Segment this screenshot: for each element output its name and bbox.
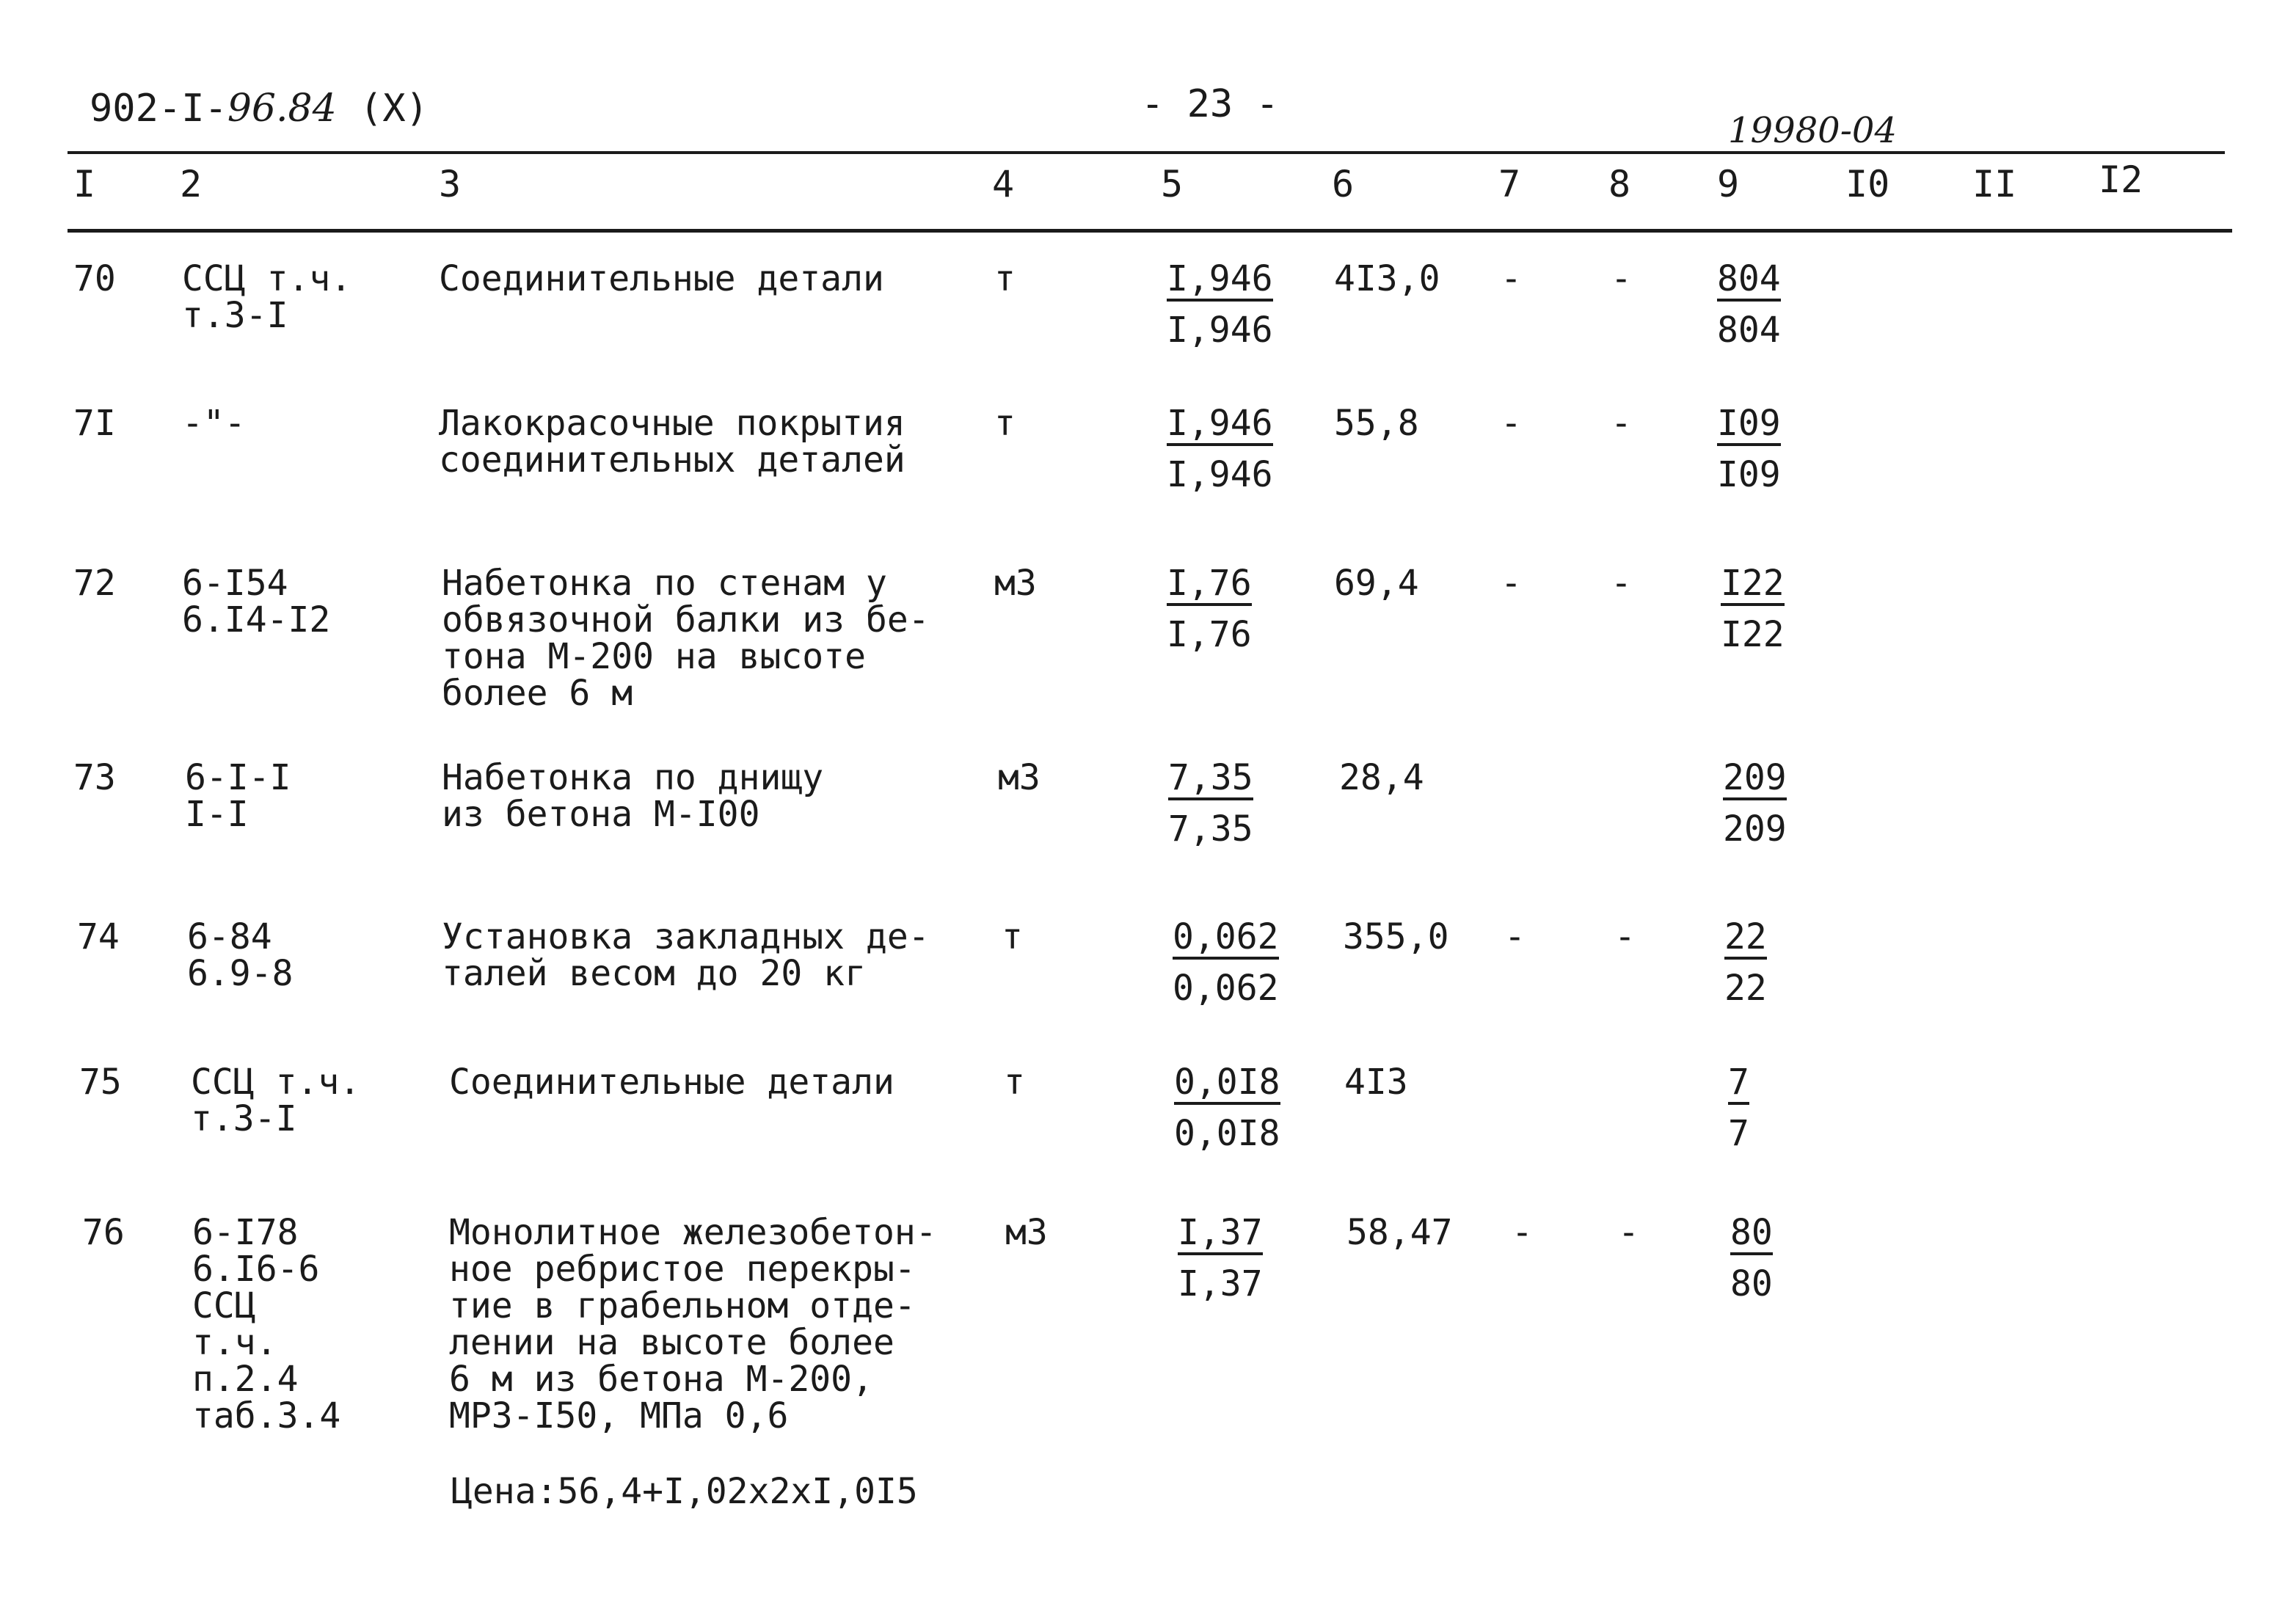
row-number: 7I (73, 403, 116, 444)
rate-code: ССЦ т.ч. т.3-I (191, 1062, 361, 1139)
total-bottom: 804 (1717, 310, 1781, 351)
total-bottom: 80 (1730, 1263, 1773, 1304)
column-header: 7 (1498, 163, 1521, 205)
quantity-fraction (1167, 258, 1273, 351)
rate-code: 6-I78 6.I6-6 ССЦ т.ч. п.2.4 таб.3.4 (192, 1212, 341, 1436)
row-number: 70 (73, 258, 116, 299)
unit: т (1002, 916, 1023, 957)
column-header: I2 (2099, 158, 2143, 201)
unit-price: 55,8 (1334, 403, 1419, 444)
quantity-bottom: I,946 (1167, 310, 1273, 351)
work-description: Установка закладных де- талей весом до 20 кг (442, 916, 930, 994)
unit-price: 28,4 (1339, 757, 1424, 798)
document-code-suffix: (X) (360, 87, 429, 131)
unit: т (1004, 1062, 1025, 1103)
column-8-value: - (1611, 403, 1632, 444)
row-number: 76 (82, 1212, 125, 1253)
unit: т (994, 403, 1016, 444)
total-bottom: I22 (1721, 614, 1785, 655)
quantity-top: I,946 (1167, 260, 1273, 302)
quantity-bottom: I,37 (1178, 1263, 1263, 1304)
total-fraction (1717, 405, 1781, 493)
quantity-fraction (1178, 1214, 1263, 1302)
quantity-bottom: 0,0I8 (1174, 1113, 1280, 1154)
total-top: 80 (1730, 1214, 1773, 1255)
total-top: 209 (1723, 759, 1787, 800)
quantity-fraction (1173, 916, 1279, 1009)
unit-price: 4I3 (1344, 1062, 1408, 1103)
column-7-value: - (1501, 403, 1522, 444)
total-fraction (1724, 916, 1767, 1009)
quantity-fraction (1174, 1064, 1280, 1152)
unit-price: 355,0 (1343, 916, 1449, 957)
column-header: 2 (180, 163, 203, 205)
column-7-value: - (1512, 1212, 1533, 1253)
column-8-value: - (1618, 1212, 1639, 1253)
unit-price: 69,4 (1334, 563, 1419, 604)
total-bottom: I09 (1717, 454, 1781, 495)
total-fraction (1723, 757, 1787, 850)
total-top: 22 (1724, 919, 1767, 960)
column-8-value: - (1611, 258, 1632, 299)
quantity-fraction (1167, 565, 1252, 653)
column-8-value: - (1614, 916, 1636, 957)
total-bottom: 209 (1723, 808, 1787, 850)
top-rule (68, 151, 2225, 154)
total-top: I22 (1721, 565, 1785, 606)
total-bottom: 22 (1724, 968, 1767, 1009)
column-header: I0 (1845, 163, 1890, 205)
unit-price: 58,47 (1346, 1212, 1453, 1253)
header-rule (68, 229, 2232, 233)
column-header: 3 (439, 163, 462, 205)
column-header: 6 (1332, 163, 1355, 205)
column-header: 5 (1161, 163, 1184, 205)
total-top: 7 (1728, 1064, 1749, 1105)
quantity-bottom: I,946 (1167, 454, 1273, 495)
unit: т (994, 258, 1016, 299)
total-bottom: 7 (1728, 1113, 1749, 1154)
document-code-handwritten: 96.84 (227, 87, 337, 131)
column-7-value: - (1501, 563, 1522, 604)
unit: м3 (998, 757, 1041, 798)
row-number: 73 (73, 757, 116, 798)
rate-code: ССЦ т.ч. т.3-I (182, 258, 352, 336)
quantity-fraction (1168, 757, 1253, 850)
total-fraction (1730, 1214, 1773, 1302)
total-fraction (1717, 258, 1781, 351)
work-description: Соединительные детали (449, 1062, 894, 1103)
quantity-top: 0,062 (1173, 919, 1279, 960)
column-header: 4 (992, 163, 1015, 205)
quantity-fraction (1167, 405, 1273, 493)
column-header: 9 (1717, 163, 1740, 205)
quantity-bottom: 0,062 (1173, 968, 1279, 1009)
column-header: I (73, 163, 96, 205)
quantity-top: 0,0I8 (1174, 1064, 1280, 1105)
quantity-top: I,76 (1167, 565, 1252, 606)
work-description: Лакокрасочные покрытия соединительных деталей (439, 403, 905, 481)
quantity-top: 7,35 (1168, 759, 1253, 800)
document-code (90, 87, 429, 131)
total-top: 804 (1717, 260, 1781, 302)
work-description: Монолитное железобетон- ное ребристое перекры- тие в грабельном отде- лении на высоте более 6 м из бетона М-200, МРЗ-I50, МПа 0,6 (449, 1212, 937, 1436)
unit: м3 (994, 563, 1037, 604)
rate-code: 6-I54 6.I4-I2 (182, 563, 331, 640)
column-8-value: - (1611, 563, 1632, 604)
column-7-value: - (1504, 916, 1526, 957)
quantity-top: I,37 (1178, 1214, 1263, 1255)
work-description: Набетонка по днищу из бетона М-I00 (442, 757, 824, 835)
work-description: Набетонка по стенам у обвязочной балки из бе- тона М-200 на высоте более 6 м (442, 563, 930, 714)
quantity-bottom: I,76 (1167, 614, 1252, 655)
work-description: Соединительные детали (439, 258, 884, 299)
rate-code: -"- (182, 403, 246, 444)
price-note: Цена:56,4+I,02х2хI,0I5 (451, 1471, 918, 1512)
rate-code: 6-84 6.9-8 (187, 916, 294, 994)
row-number: 74 (77, 916, 120, 957)
column-7-value: - (1501, 258, 1522, 299)
rate-code: 6-I-I I-I (185, 757, 291, 835)
quantity-bottom: 7,35 (1168, 808, 1253, 850)
total-fraction (1728, 1064, 1749, 1152)
unit: м3 (1005, 1212, 1048, 1253)
row-number: 75 (79, 1062, 122, 1103)
column-header: II (1972, 163, 2017, 205)
page-number: - 23 - (1141, 82, 1279, 126)
column-header: 8 (1608, 163, 1631, 205)
document-code-prefix: 902-I- (90, 87, 227, 131)
archive-stamp: 19980-04 (1728, 110, 1897, 151)
unit-price: 4I3,0 (1334, 258, 1440, 299)
row-number: 72 (73, 563, 116, 604)
total-fraction (1721, 565, 1785, 653)
quantity-top: I,946 (1167, 405, 1273, 446)
total-top: I09 (1717, 405, 1781, 446)
